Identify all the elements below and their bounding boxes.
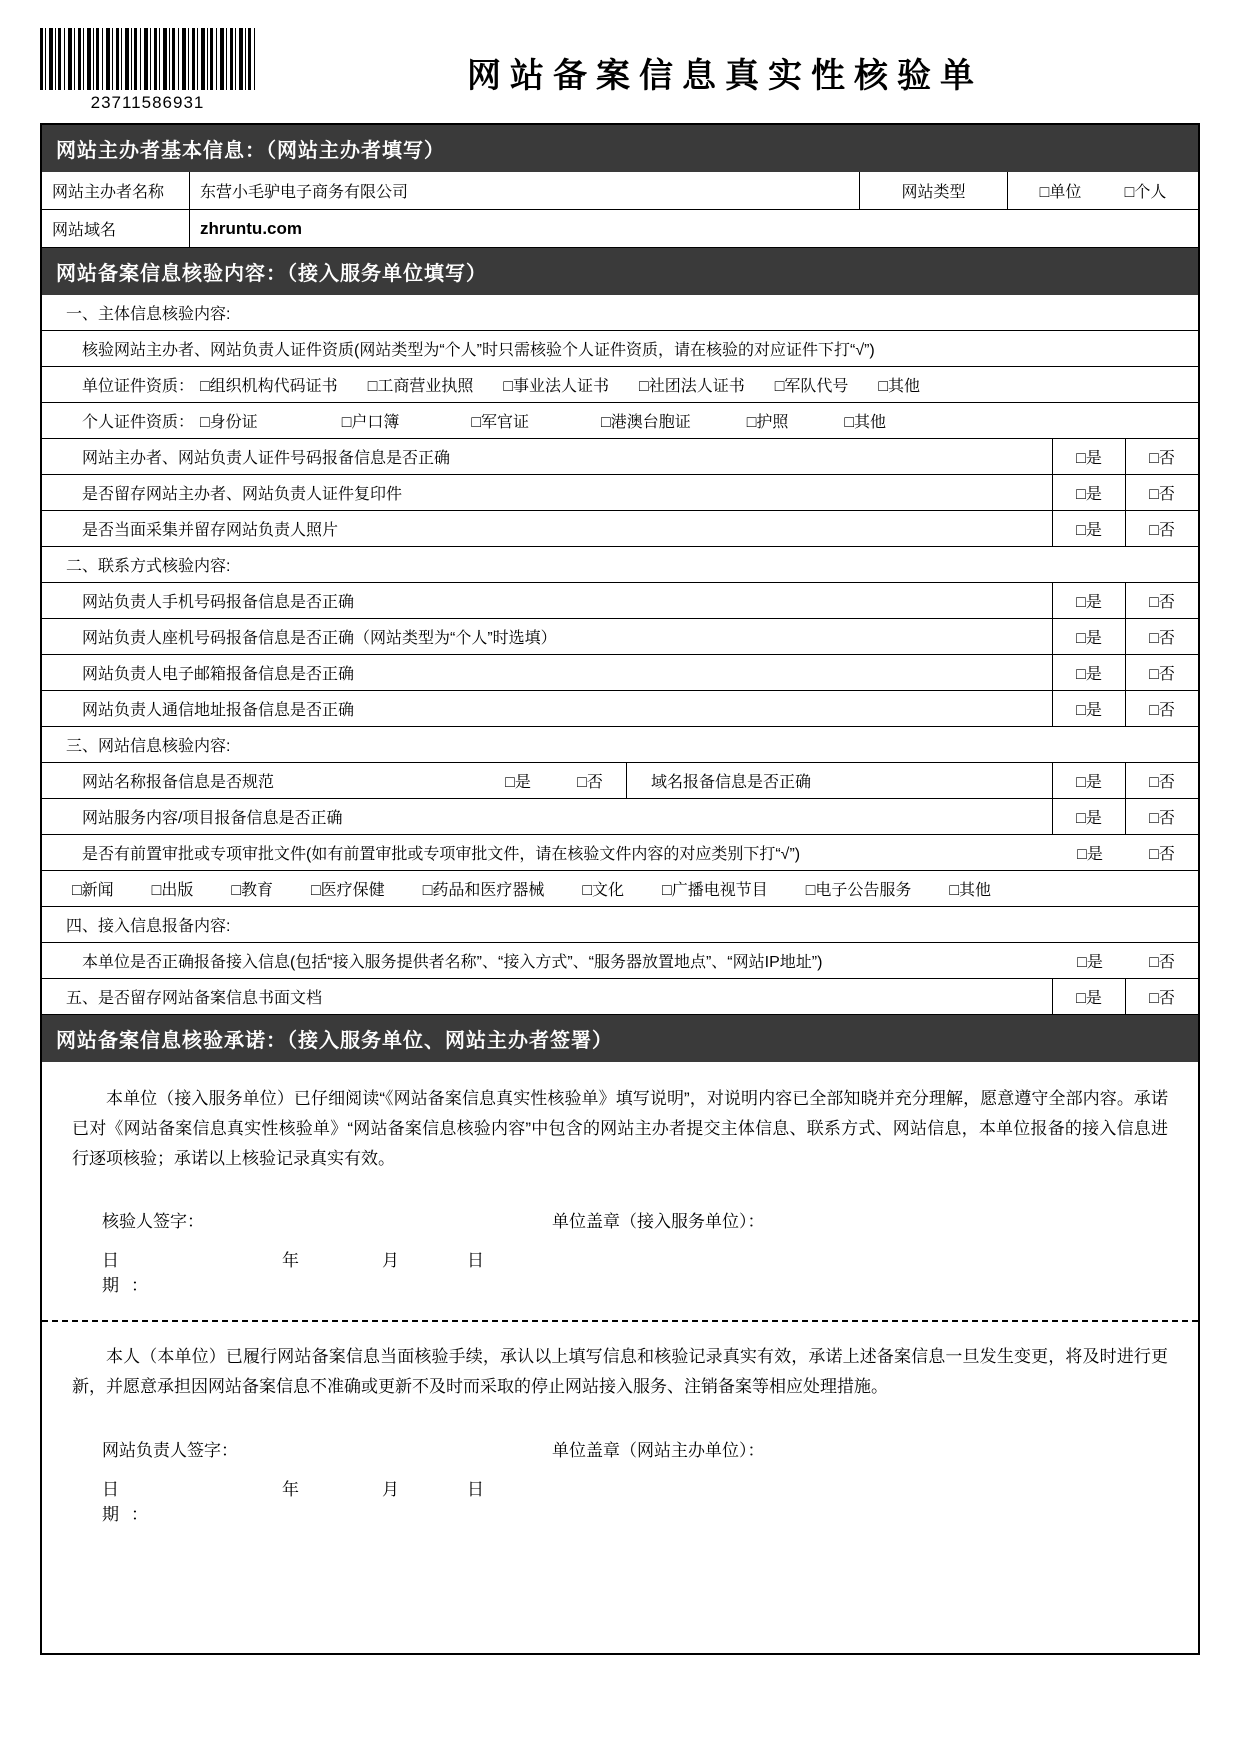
checkbox-cert-social-org[interactable]: □社团法人证书 [639, 378, 745, 395]
checkbox-cert-military-code[interactable]: □军队代号 [774, 378, 849, 395]
row-approval-types [42, 871, 1198, 907]
checkbox-approval-drugs-devices[interactable]: □药品和医疗器械 [422, 882, 545, 899]
question-9-text: 域名报备信息是否正确 [651, 774, 812, 791]
group5-title: 五、是否留存网站备案信息书面文档 [66, 990, 323, 1007]
commitment-paragraph-2: 本人（本单位）已履行网站备案信息当面核验手续，承认以上填写信息和核验记录真实有效，承诺上述备案信息一旦发生变更，将及时进行更新，并愿意承担因网站备案信息不准确或更新不及时而采取的停止网站接入服务、注销备案等相应处理措施。 [72, 1347, 1168, 1396]
row-cert-desc [42, 331, 1198, 367]
checkbox-person-passport[interactable]: □护照 [746, 414, 789, 431]
label-site-type: 网站类型 [860, 172, 1008, 209]
group-title-subject-info [42, 295, 1198, 331]
group-title-contact-info [42, 547, 1198, 583]
signature-row-2 [42, 1418, 1198, 1461]
checkbox-approval-news[interactable]: □新闻 [72, 882, 114, 899]
checkbox-person-hukou[interactable]: □户口簿 [341, 414, 400, 431]
bottom-blank-area [42, 1543, 1198, 1653]
date-1-year: 年 [282, 1251, 299, 1271]
checkbox-approval-education[interactable]: □教育 [231, 882, 274, 899]
q10-yes[interactable]: □是 [1052, 799, 1126, 834]
row-q10 [42, 799, 1198, 835]
value-org-name: 东营小毛驴电子商务有限公司 [190, 172, 860, 209]
checkbox-person-hk-mo-tw[interactable]: □港澳台胞证 [601, 414, 691, 431]
row-q12 [42, 943, 1198, 979]
section-header-verify-content: 网站备案信息核验内容：（接入服务单位填写） [42, 248, 1198, 295]
group4-title: 四、接入信息报备内容: [66, 918, 231, 935]
label-owner-unit-seal: 单位盖章（网站主办单位）： [552, 1440, 765, 1460]
date-2-year: 年 [282, 1479, 299, 1499]
date-2-day: 日 [467, 1479, 484, 1499]
q5-no[interactable]: □否 [1149, 630, 1175, 647]
signature-row-1 [42, 1189, 1198, 1232]
label-date-1: 日 期： [102, 1251, 189, 1296]
question-7-text: 网站负责人通信地址报备信息是否正确 [82, 702, 355, 719]
q10-no[interactable]: □否 [1149, 810, 1175, 827]
checkbox-cert-institution[interactable]: □事业法人证书 [503, 378, 610, 395]
document-header [40, 20, 1200, 113]
checkbox-cert-other[interactable]: □其他 [878, 378, 921, 395]
q8-yes[interactable]: □是 [505, 774, 531, 791]
checkbox-approval-culture[interactable]: □文化 [582, 882, 625, 899]
label-site-manager-signature: 网站负责人签字： [102, 1440, 238, 1460]
label-person-cert: 个人证件资质： [82, 414, 195, 431]
page-title: 网站备案信息真实性核验单 [467, 57, 983, 95]
group3-title: 三、网站信息核验内容: [66, 738, 231, 755]
group-title-access-info [42, 907, 1198, 943]
row-q11 [42, 835, 1198, 871]
barcode-number: 23711586931 [90, 93, 205, 112]
q13-no[interactable]: □否 [1149, 990, 1175, 1007]
question-10-text: 网站服务内容/项目报备信息是否正确 [82, 810, 343, 827]
date-2-month: 月 [382, 1479, 399, 1499]
q5-yes[interactable]: □是 [1052, 619, 1126, 654]
q2-yes[interactable]: □是 [1052, 475, 1126, 510]
question-3-text: 是否当面采集并留存网站负责人照片 [82, 522, 339, 539]
row-q8-q9 [42, 763, 1198, 799]
value-domain: zhruntu.com [200, 218, 302, 238]
question-1-text: 网站主办者、网站负责人证件号码报备信息是否正确 [82, 450, 451, 467]
commitment-paragraph-1: 本单位（接入服务单位）已仔细阅读“《网站备案信息真实性核验单》填写说明”，对说明内容已全部知晓并充分理解，愿意遵守全部内容。承诺已对《网站备案信息真实性核验单》“网站备案信息核验内容”中包含的网站主办者提交主体信息、联系方式、网站信息，本单位报备的接入信息进行逐项核验；承诺以上核验记录真实有效。 [72, 1089, 1168, 1168]
row-domain [42, 210, 1198, 248]
checkbox-approval-other[interactable]: □其他 [949, 882, 992, 899]
q3-no[interactable]: □否 [1149, 522, 1175, 539]
checkbox-approval-bbs[interactable]: □电子公告服务 [805, 882, 912, 899]
label-access-unit-seal: 单位盖章（接入服务单位）： [552, 1212, 765, 1232]
row-q1 [42, 439, 1198, 475]
checkbox-person-officer-card[interactable]: □军官证 [471, 414, 530, 431]
question-2-text: 是否留存网站主办者、网站负责人证件复印件 [82, 486, 403, 503]
row-person-certs [42, 403, 1198, 439]
checkbox-approval-broadcast-tv[interactable]: □广播电视节目 [662, 882, 768, 899]
row-q7 [42, 691, 1198, 727]
row-q3 [42, 511, 1198, 547]
row-q4 [42, 583, 1198, 619]
checkbox-approval-healthcare[interactable]: □医疗保健 [311, 882, 385, 899]
q11-yes[interactable]: □是 [1077, 846, 1103, 863]
commitment-body [42, 1062, 1198, 1189]
cert-desc-text: 核验网站主办者、网站负责人证件资质(网站类型为“个人”时只需核验个人证件资质，请在核验的对应证件下打“√”) [82, 342, 875, 359]
q1-no[interactable]: □否 [1149, 450, 1175, 467]
q7-no[interactable]: □否 [1149, 702, 1175, 719]
q6-no[interactable]: □否 [1149, 666, 1175, 683]
q12-yes[interactable]: □是 [1077, 954, 1103, 971]
label-verifier-signature: 核验人签字： [102, 1212, 204, 1232]
checkbox-site-type-person[interactable]: □个人 [1124, 184, 1167, 201]
q4-yes[interactable]: □是 [1052, 583, 1126, 618]
checkbox-cert-business-license[interactable]: □工商营业执照 [367, 378, 474, 395]
date-1-day: 日 [467, 1251, 484, 1271]
barcode-image [40, 28, 255, 90]
row-q2 [42, 475, 1198, 511]
q9-yes[interactable]: □是 [1052, 763, 1126, 798]
q3-yes[interactable]: □是 [1052, 511, 1126, 546]
q7-yes[interactable]: □是 [1052, 691, 1126, 726]
checkbox-cert-org-code[interactable]: □组织机构代码证书 [200, 378, 338, 395]
commitment-body-2 [42, 1322, 1198, 1418]
q9-no[interactable]: □否 [1149, 774, 1175, 791]
question-6-text: 网站负责人电子邮箱报备信息是否正确 [82, 666, 355, 683]
checkbox-person-other[interactable]: □其他 [844, 414, 887, 431]
q12-no[interactable]: □否 [1149, 954, 1175, 971]
form-frame [40, 123, 1200, 1655]
section-header-commitment: 网站备案信息核验承诺：（接入服务单位、网站主办者签署） [42, 1014, 1198, 1062]
q8-no[interactable]: □否 [554, 763, 627, 798]
label-org-name: 网站主办者名称 [42, 172, 190, 209]
group-title-site-info [42, 727, 1198, 763]
checkbox-person-id-card[interactable]: □身份证 [200, 414, 258, 431]
q1-yes[interactable]: □是 [1052, 439, 1126, 474]
question-5-text: 网站负责人座机号码报备信息是否正确（网站类型为“个人”时选填） [82, 630, 557, 647]
group1-title: 一、主体信息核验内容: [66, 306, 231, 323]
q6-yes[interactable]: □是 [1052, 655, 1126, 690]
row-org-name [42, 172, 1198, 210]
question-4-text: 网站负责人手机号码报备信息是否正确 [82, 594, 355, 611]
q13-yes[interactable]: □是 [1052, 979, 1126, 1014]
row-q5 [42, 619, 1198, 655]
date-row-1 [42, 1232, 1198, 1314]
row-q6 [42, 655, 1198, 691]
date-row-2 [42, 1461, 1198, 1543]
q2-no[interactable]: □否 [1149, 486, 1175, 503]
row-q13 [42, 979, 1198, 1014]
label-unit-cert: 单位证件资质： [82, 378, 195, 395]
checkbox-site-type-unit[interactable]: □单位 [1039, 184, 1082, 201]
label-domain: 网站域名 [42, 210, 190, 247]
checkbox-approval-publishing[interactable]: □出版 [151, 882, 194, 899]
question-12-text: 本单位是否正确报备接入信息(包括“接入服务提供者名称”、“接入方式”、“服务器放置地点”、“网站IP地址”) [82, 954, 823, 971]
q11-no[interactable]: □否 [1149, 846, 1175, 863]
question-11-text: 是否有前置审批或专项审批文件(如有前置审批或专项审批文件，请在核验文件内容的对应类别下打“√”) [82, 846, 801, 863]
date-1-month: 月 [382, 1251, 399, 1271]
barcode-block [40, 20, 270, 113]
label-date-2: 日 期： [102, 1479, 189, 1524]
site-type-options[interactable] [1008, 172, 1198, 209]
group2-title: 二、联系方式核验内容: [66, 558, 231, 575]
section-header-basic-info: 网站主办者基本信息：（网站主办者填写） [42, 125, 1198, 172]
question-8-text: 网站名称报备信息是否规范 [82, 774, 275, 791]
row-unit-certs [42, 367, 1198, 403]
q4-no[interactable]: □否 [1149, 594, 1175, 611]
